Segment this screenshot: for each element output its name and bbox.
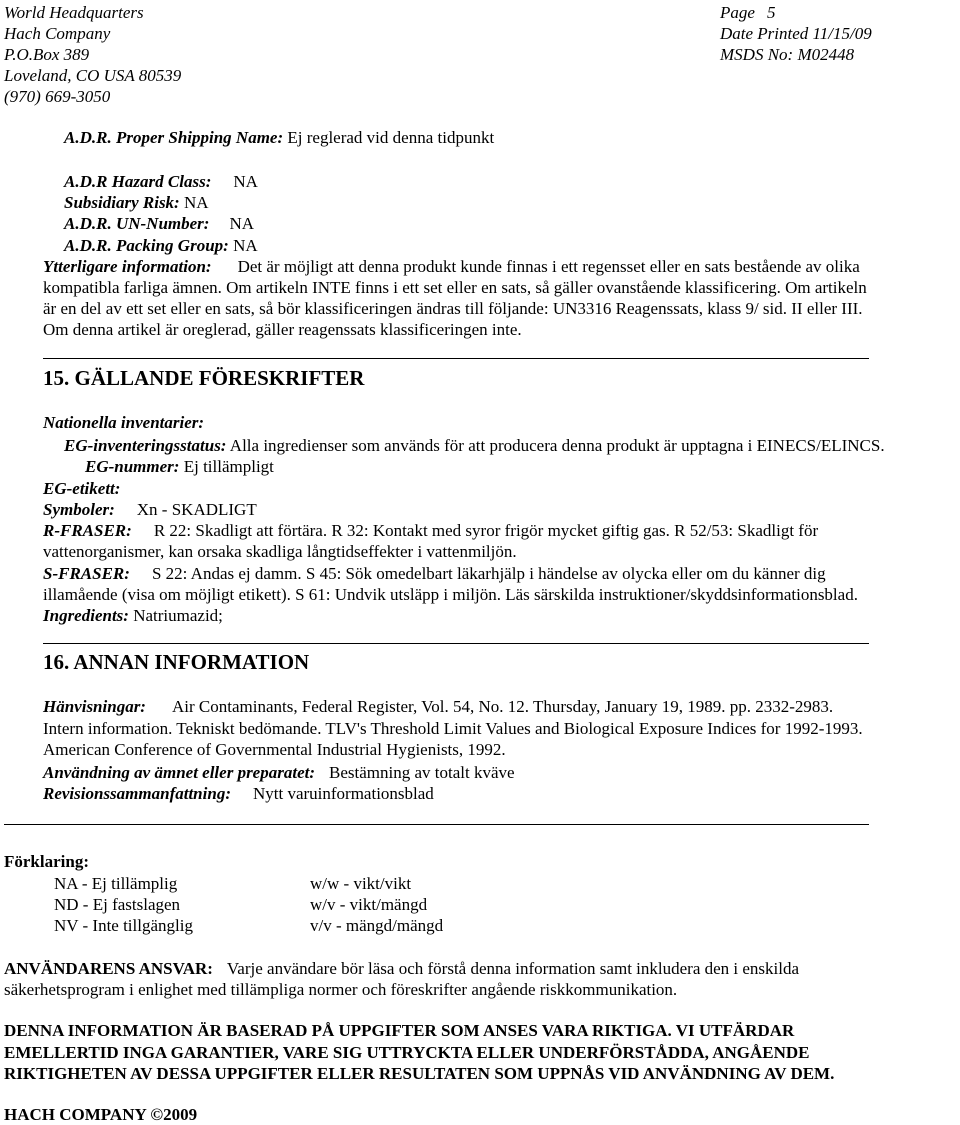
- disclaimer-line-2: EMELLERTID INGA GARANTIER, VARE SIG UTTRYCKTA ELLER UNDERFÖRSTÅDDA, ANGÅENDE: [4, 1043, 810, 1062]
- header-address-line-3: P.O.Box 389: [4, 45, 90, 64]
- additional-info: [43, 256, 860, 277]
- page-number: [720, 2, 775, 23]
- references-label: Hänvisningar:: [43, 697, 146, 716]
- additional-info-label: Ytterligare information:: [43, 257, 212, 276]
- adr-shipping-value: Ej reglerad vid denna tidpunkt: [287, 128, 495, 147]
- revision-summary: [43, 783, 434, 804]
- legend-item: w/v - vikt/mängd: [310, 895, 428, 914]
- eg-number-value: Ej tillämpligt: [183, 457, 274, 476]
- footer-copyright: HACH COMPANY ©2009: [4, 1105, 198, 1124]
- eg-number-label: EG-nummer:: [85, 457, 180, 476]
- additional-info-line-3: är en del av ett set eller en sats, så bör klassificeringen ändras till följande: UN3316 Reagenssats, klass 9/ sid. II eller III.: [43, 299, 863, 318]
- s-phrases-label: S-FRASER:: [43, 564, 130, 583]
- ingredients-value: Natriumazid;: [133, 606, 223, 625]
- header-address-line-1: World Headquarters: [4, 3, 144, 22]
- use-value: Bestämning av totalt kväve: [329, 763, 515, 782]
- divider: [43, 643, 869, 644]
- subsidiary-risk: [64, 192, 209, 213]
- additional-info-line-2: kompatibla farliga ämnen. Om artikeln INTE finns i ett set eller en sats, så gäller ovanstående klassificering. Om artikeln: [43, 278, 867, 297]
- eg-status-label: EG-inventeringsstatus:: [64, 436, 227, 455]
- header-address-line-2: Hach Company: [4, 24, 111, 43]
- adr-shipping-name: [64, 127, 494, 148]
- r-phrases-line-1: R 22: Skadligt att förtära. R 32: Kontakt med syror frigör mycket giftig gas. R 52/53: Skadligt för: [153, 521, 819, 540]
- header-address-line-4: Loveland, CO USA 80539: [4, 66, 182, 85]
- adr-hazard-value: NA: [233, 172, 258, 191]
- r-phrases: [43, 520, 818, 541]
- adr-hazard-label: A.D.R Hazard Class:: [64, 172, 212, 191]
- use-label: Användning av ämnet eller preparatet:: [43, 763, 315, 782]
- legend-item: NA - Ej tillämplig: [54, 874, 178, 893]
- adr-un-number: [64, 213, 254, 234]
- eg-label-label: EG-etikett:: [43, 479, 121, 498]
- header-address-line-5: (970) 669-3050: [4, 87, 111, 106]
- adr-un-value: NA: [229, 214, 255, 233]
- user-responsibility-line-1: Varje användare bör läsa och förstå denna information samt inkludera den i enskilda: [226, 959, 800, 978]
- symbols-label: Symboler:: [43, 500, 115, 519]
- eg-number: [85, 456, 274, 477]
- user-responsibility-label: ANVÄNDARENS ANSVAR:: [4, 959, 213, 978]
- additional-info-line-1: Det är möjligt att denna produkt kunde finnas i ett regensset eller en sats bestående av olika: [237, 257, 860, 276]
- adr-packing-label: A.D.R. Packing Group:: [64, 236, 229, 255]
- divider: [4, 824, 869, 825]
- subsidiary-risk-value: NA: [183, 193, 209, 212]
- subsidiary-risk-label: Subsidiary Risk:: [64, 193, 180, 212]
- references: [43, 696, 833, 717]
- date-printed: Date Printed 11/15/09: [720, 24, 872, 43]
- legend-item: w/w - vikt/vikt: [310, 874, 412, 893]
- s-phrases-line-1: S 22: Andas ej damm. S 45: Sök omedelbart läkarhjälp i händelse av olycka eller om du känner dig: [151, 564, 826, 583]
- references-line-2: Intern information. Tekniskt bedömande. TLV's Threshold Limit Values and Biological Exposure Indices for 1992-1993.: [43, 719, 863, 738]
- revision-label: Revisionssammanfattning:: [43, 784, 231, 803]
- s-phrases-line-2: illamående (visa om möjligt etikett). S 61: Undvik utsläpp i miljön. Läs särskilda instruktioner/skyddsinformationsblad.: [43, 585, 858, 604]
- page-num: 5: [766, 3, 776, 22]
- section-15-title: 15. GÄLLANDE FÖRESKRIFTER: [43, 366, 365, 390]
- section-16-title: 16. ANNAN INFORMATION: [43, 650, 310, 674]
- eg-inventory-status: [64, 435, 885, 456]
- references-line-1: Air Contaminants, Federal Register, Vol. 54, No. 12. Thursday, January 19, 1989. pp. 2332-2983.: [171, 697, 834, 716]
- msds-number: MSDS No: M02448: [720, 45, 855, 64]
- legend-item: ND - Ej fastslagen: [54, 895, 181, 914]
- eg-status-value: Alla ingredienser som används för att producera denna produkt är upptagna i EINECS/ELINCS.: [229, 436, 885, 455]
- legend-item: NV - Inte tillgänglig: [54, 916, 193, 935]
- user-responsibility: [4, 958, 799, 979]
- adr-shipping-label: A.D.R. Proper Shipping Name:: [64, 128, 284, 147]
- symbols-value: Xn - SKADLIGT: [136, 500, 257, 519]
- adr-un-label: A.D.R. UN-Number:: [64, 214, 210, 233]
- national-inventories-label: Nationella inventarier:: [43, 413, 205, 432]
- divider: [43, 358, 869, 359]
- revision-value: Nytt varuinformationsblad: [252, 784, 434, 803]
- adr-packing-group: [64, 235, 258, 256]
- additional-info-line-4: Om denna artikel är oreglerad, gäller reagenssats klassificeringen inte.: [43, 320, 522, 339]
- use-of-substance: [43, 762, 515, 783]
- r-phrases-label: R-FRASER:: [43, 521, 132, 540]
- disclaimer-line-1: DENNA INFORMATION ÄR BASERAD PÅ UPPGIFTER SOM ANSES VARA RIKTIGA. VI UTFÄRDAR: [4, 1021, 795, 1040]
- adr-hazard-class: [64, 171, 258, 192]
- ingredients: [43, 605, 223, 626]
- s-phrases: [43, 563, 826, 584]
- page-label: Page: [720, 3, 755, 22]
- adr-packing-value: NA: [233, 236, 258, 255]
- symbols: [43, 499, 257, 520]
- r-phrases-line-2: vattenorganismer, kan orsaka skadliga långtidseffekter i vattenmiljön.: [43, 542, 517, 561]
- legend-item: v/v - mängd/mängd: [310, 916, 444, 935]
- disclaimer-line-3: RIKTIGHETEN AV DESSA UPPGIFTER ELLER RESULTATEN SOM UPPNÅS VID ANVÄNDNING AV DEM.: [4, 1064, 835, 1083]
- references-line-3: American Conference of Governmental Industrial Hygienists, 1992.: [43, 740, 506, 759]
- user-responsibility-line-2: säkerhetsprogram i enlighet med tillämpliga normer och föreskrifter angående riskkommunikation.: [4, 980, 678, 999]
- legend-title: Förklaring:: [4, 852, 89, 871]
- ingredients-label: Ingredients:: [43, 606, 129, 625]
